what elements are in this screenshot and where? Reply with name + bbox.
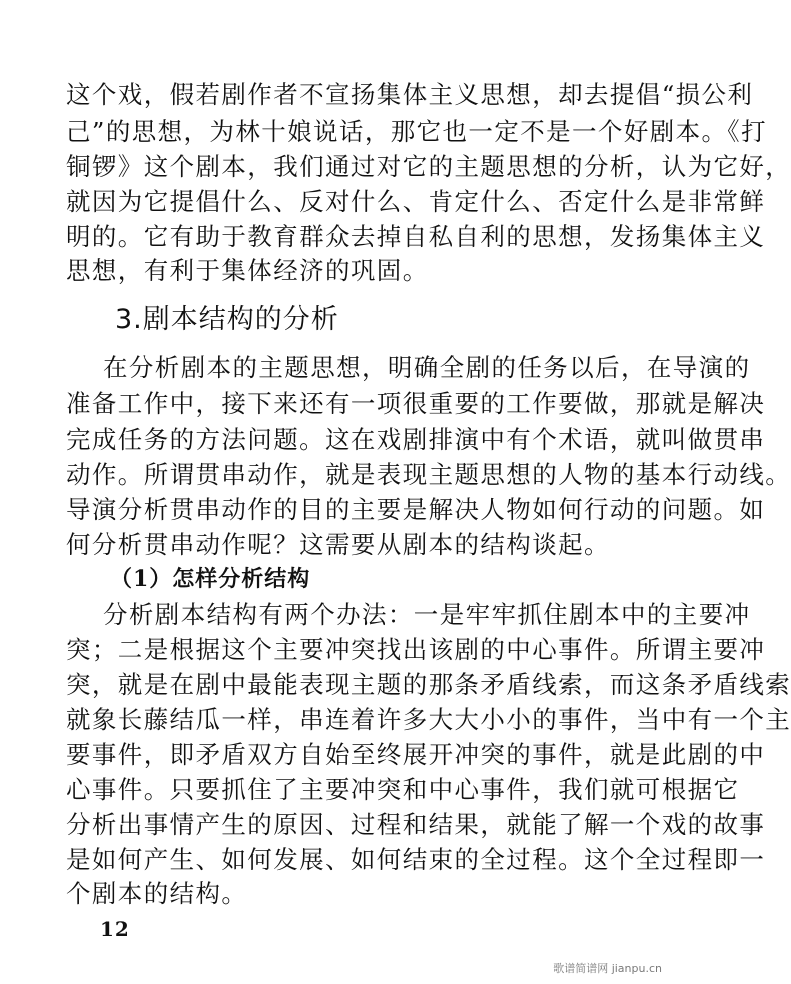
page-number: 12	[100, 917, 130, 941]
text-line: 突，就是在剧中最能表现主题的那条矛盾线索，而这条矛盾线索	[66, 670, 791, 699]
text-line: 导演分析贯串动作的目的主要是解决人物如何行动的问题。如	[66, 495, 766, 524]
text-line: 准备工作中，接下来还有一项很重要的工作要做，那就是解决	[66, 389, 766, 418]
subsection-heading: （1）怎样分析结构	[110, 566, 311, 592]
text-line: 心事件。只要抓住了主要冲突和中心事件，我们就可根据它	[66, 775, 740, 804]
text-line: 这个戏，假若剧作者不宣扬集体主义思想，却去提倡“损公利	[66, 80, 754, 109]
text-line: 是如何产生、如何发展、如何结束的全过程。这个全过程即一	[66, 845, 766, 874]
text-line: 就象长藤结瓜一样，串连着许多大大小小的事件，当中有一个主	[66, 705, 791, 734]
text-line: 分析剧本结构有两个办法：一是牢牢抓住剧本中的主要冲	[103, 600, 751, 629]
text-line: 在分析剧本的主题思想，明确全剧的任务以后，在导演的	[103, 353, 751, 382]
text-line: 动作。所谓贯串动作，就是表现主题思想的人物的基本行动线。	[66, 460, 791, 489]
text-line: 铜锣》这个剧本，我们通过对它的主题思想的分析，认为它好，	[66, 152, 791, 181]
text-line: 要事件，即矛盾双方自始至终展开冲突的事件，就是此剧的中	[66, 740, 766, 769]
text-line: 思想，有利于集体经济的巩固。	[66, 256, 429, 285]
section-heading: 3.剧本结构的分析	[115, 304, 339, 335]
text-line: 己”的思想，为林十娘说话，那它也一定不是一个好剧本。《打	[66, 117, 767, 146]
text-line: 突；二是根据这个主要冲突找出该剧的中心事件。所谓主要冲	[66, 635, 766, 664]
text-line: 分析出事情产生的原因、过程和结果，就能了解一个戏的故事	[66, 810, 766, 839]
text-line: 何分析贯串动作呢？这需要从剧本的结构谈起。	[66, 530, 610, 559]
watermark-text: 歌谱简谱网 jianpu.cn	[553, 962, 662, 975]
text-line: 明的。它有助于教育群众去掉自私自利的思想，发扬集体主义	[66, 222, 766, 251]
text-line: 就因为它提倡什么、反对什么、肯定什么、否定什么是非常鲜	[66, 187, 766, 216]
text-line: 完成任务的方法问题。这在戏剧排演中有个术语，就叫做贯串	[66, 425, 766, 454]
text-line: 个剧本的结构。	[66, 879, 248, 908]
